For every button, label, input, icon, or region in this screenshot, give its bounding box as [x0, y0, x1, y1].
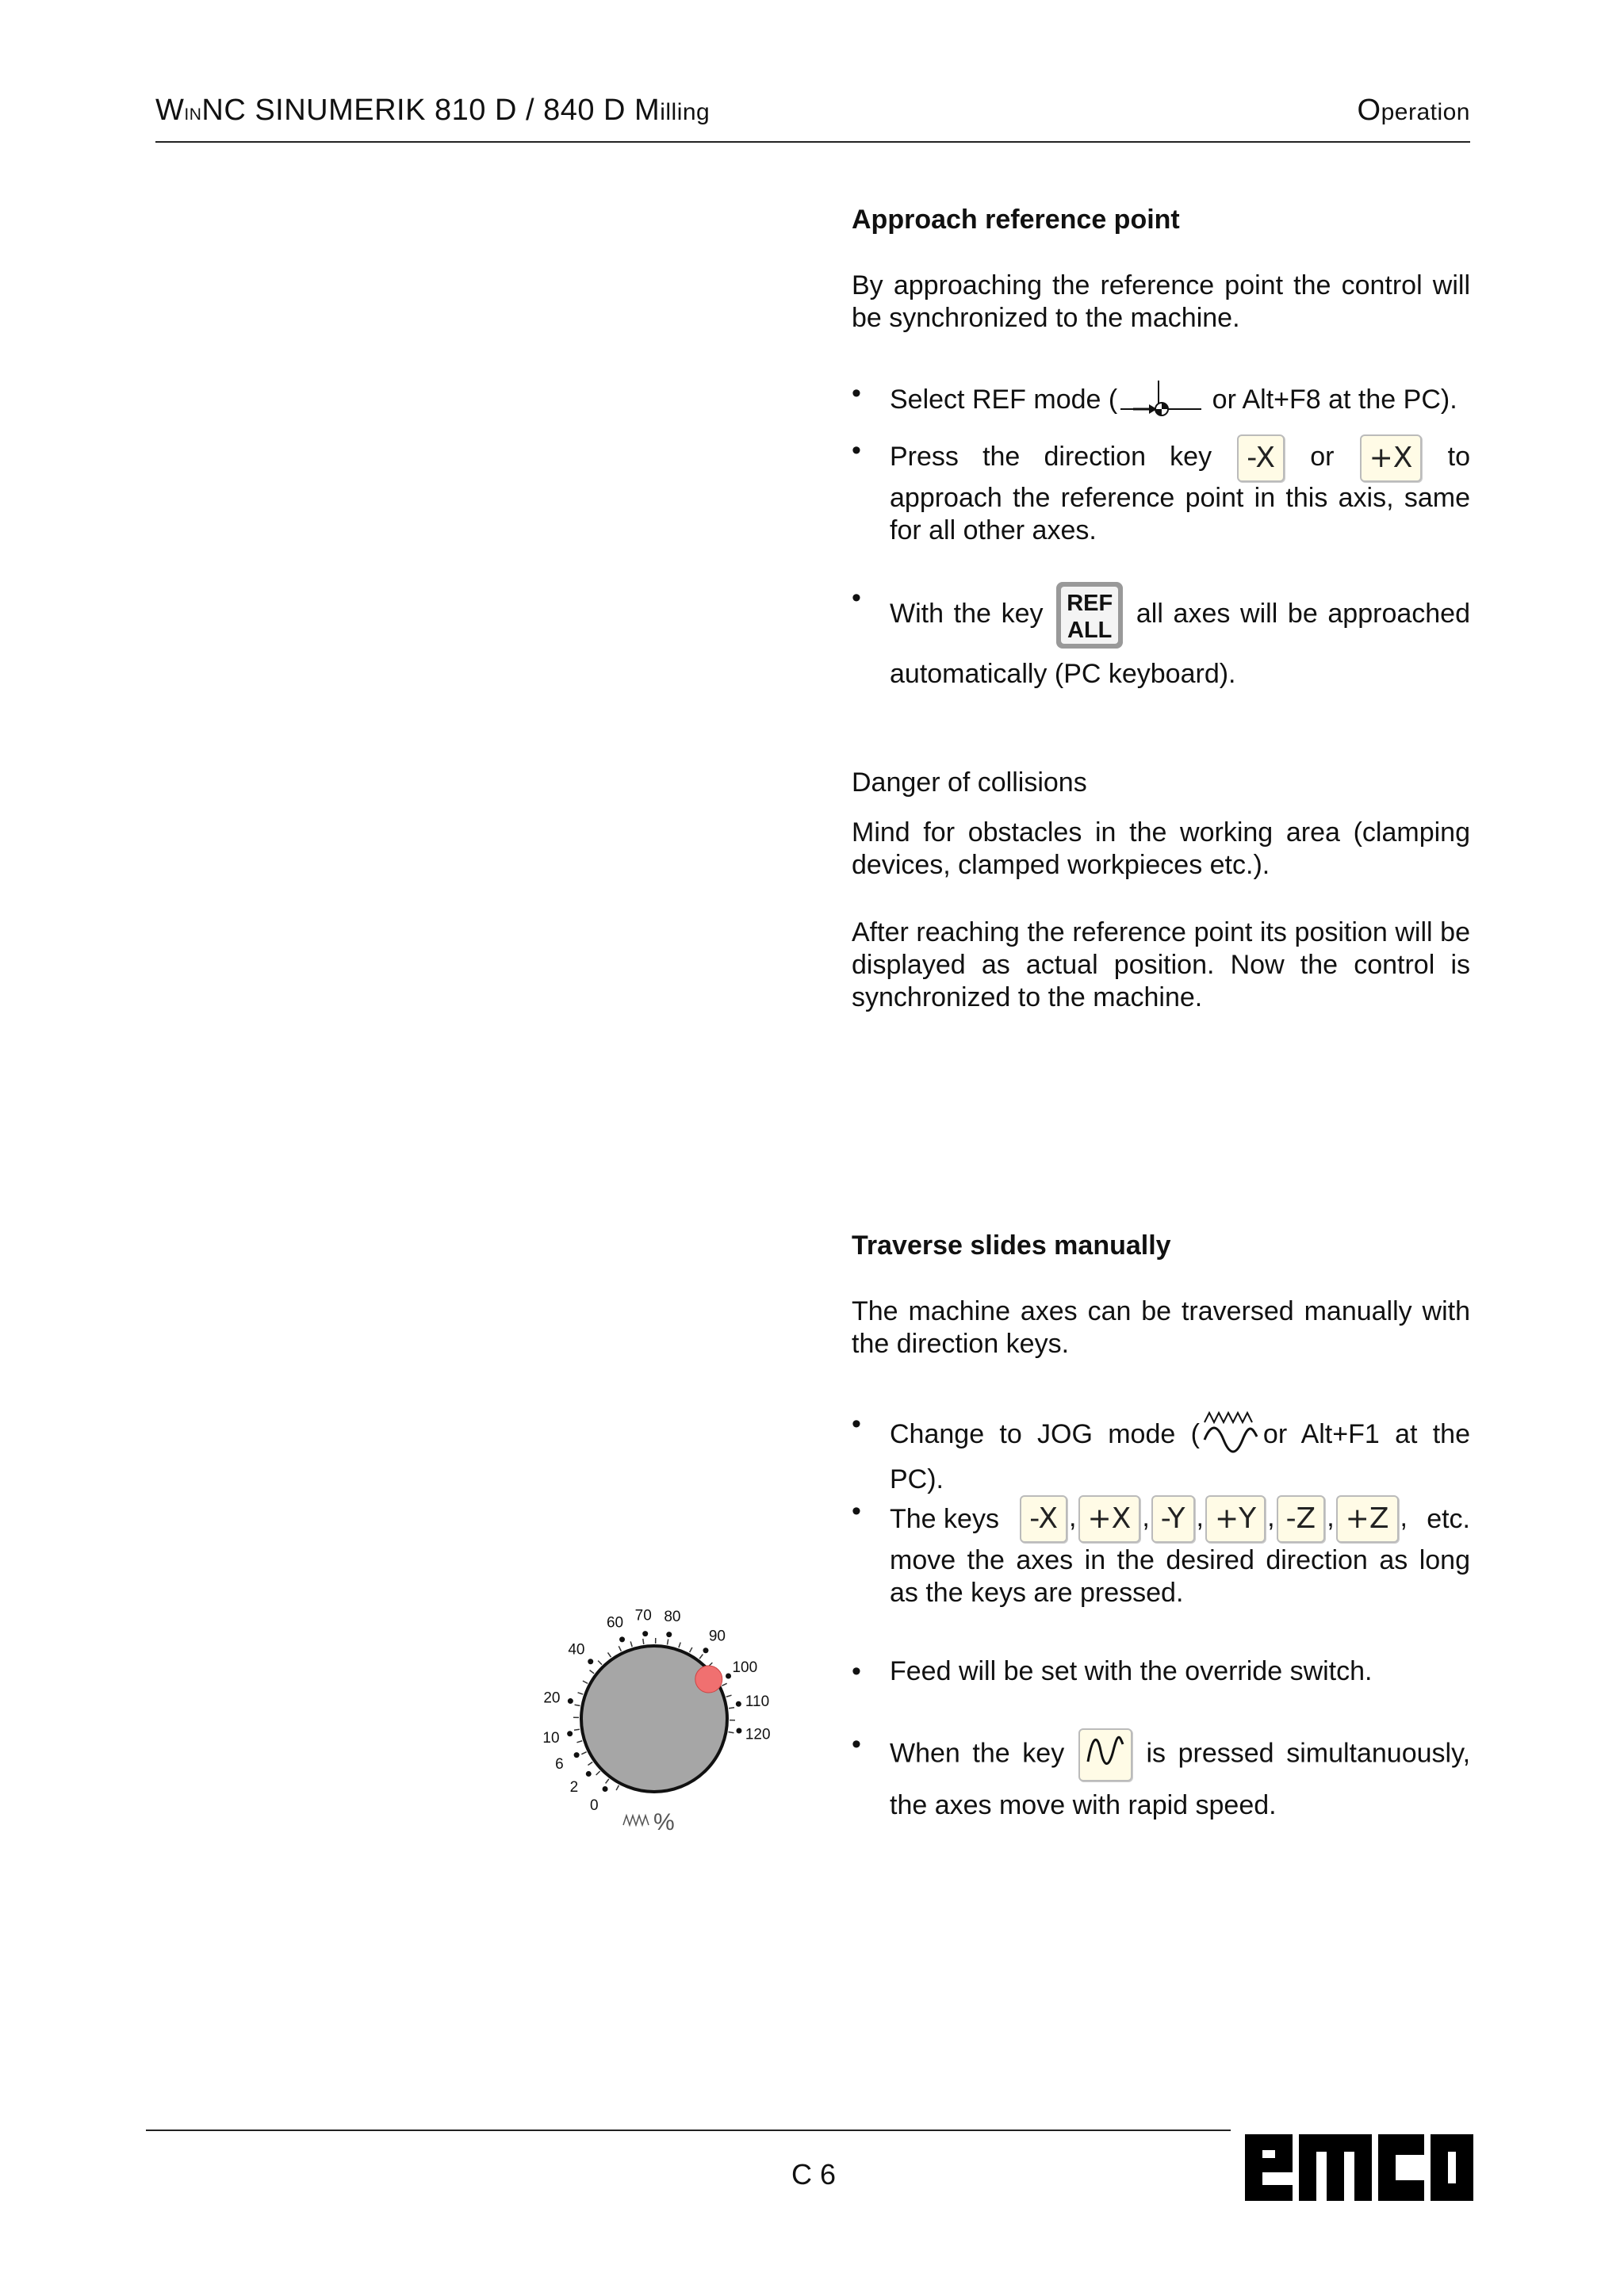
- dial-minor-tick: [667, 1640, 668, 1645]
- reference-intro: By approaching the reference point the control will be synchronized to the machine.: [852, 270, 1470, 333]
- dial-label: 60: [606, 1614, 624, 1632]
- dial-tick: [568, 1698, 573, 1704]
- dial-label: 2: [569, 1778, 579, 1796]
- page-number: C 6: [791, 2158, 837, 2191]
- dial-minor-tick: [619, 1646, 621, 1651]
- dial-tick: [586, 1771, 592, 1777]
- dial-minor-tick: [578, 1693, 584, 1694]
- dial-unit: %: [653, 1809, 675, 1835]
- dial-label: 6: [555, 1755, 564, 1773]
- dial-tick: [736, 1728, 741, 1734]
- feed-wave-icon: [623, 1816, 649, 1825]
- dial-minor-tick: [643, 1639, 644, 1644]
- dial-minor-tick: [574, 1729, 580, 1730]
- header-rule: [155, 141, 1470, 143]
- dial-minor-tick: [616, 1785, 619, 1790]
- section-title-reference: Approach reference point: [852, 205, 1180, 235]
- ref-all-key[interactable]: REF ALL: [1056, 582, 1123, 649]
- minus-z-key[interactable]: -Z: [1277, 1495, 1326, 1543]
- dial-label: 100: [732, 1659, 758, 1676]
- warning-title: Danger of collisions: [852, 767, 1087, 798]
- dial-minor-tick: [588, 1762, 592, 1765]
- ref-mode-icon: [1117, 377, 1205, 425]
- dial-label: 0: [589, 1797, 599, 1815]
- dial-minor-tick: [598, 1661, 602, 1665]
- plus-x-key[interactable]: +X: [1360, 434, 1423, 482]
- dial-label: 110: [745, 1693, 770, 1711]
- plus-y-key[interactable]: +Y: [1205, 1495, 1266, 1543]
- dial-label: 90: [708, 1628, 726, 1645]
- dial-minor-tick: [630, 1641, 632, 1647]
- dial-minor-tick: [576, 1741, 582, 1743]
- dial-minor-tick: [690, 1647, 692, 1652]
- traverse-intro: The machine axes can be traversed manually with the direction keys.: [852, 1296, 1470, 1359]
- dial-label: 10: [542, 1729, 560, 1747]
- dial-minor-tick: [699, 1655, 703, 1659]
- dial-tick: [574, 1752, 580, 1758]
- override-switch[interactable]: [523, 1601, 793, 1855]
- dial-tick: [642, 1631, 648, 1636]
- dial-minor-tick: [581, 1752, 586, 1755]
- header-section: Operation: [1357, 94, 1470, 127]
- dial-tick: [726, 1674, 731, 1679]
- dial-minor-tick: [726, 1695, 732, 1697]
- dial-tick: [703, 1647, 708, 1653]
- rapid-key[interactable]: [1078, 1728, 1132, 1781]
- emco-logo: [1245, 2126, 1473, 2206]
- rapid-wave-icon: [1085, 1733, 1126, 1768]
- dial-tick: [619, 1636, 625, 1642]
- dial-minor-tick: [596, 1771, 600, 1775]
- dial-minor-tick: [583, 1681, 588, 1683]
- dial-tick: [588, 1659, 593, 1664]
- dial-label: 20: [543, 1689, 561, 1707]
- dial-marker: [695, 1666, 722, 1693]
- dial-tick: [567, 1731, 573, 1736]
- footer-rule: [146, 2130, 1231, 2131]
- dial-label: 70: [634, 1607, 652, 1624]
- dial-minor-tick: [607, 1652, 611, 1657]
- dial-minor-tick: [590, 1670, 595, 1674]
- dial-minor-tick: [606, 1779, 609, 1784]
- jog-mode-icon: [1200, 1408, 1263, 1464]
- warning-text: Mind for obstacles in the working area (clamping devices, clamped workpieces etc.).: [852, 817, 1470, 880]
- header-title: WinNC SINUMERIK 810 D / 840 D Milling: [155, 94, 710, 127]
- minus-x-key[interactable]: -X: [1020, 1495, 1067, 1543]
- dial-tick: [603, 1786, 608, 1792]
- dial-minor-tick: [729, 1708, 734, 1709]
- dial-label: 40: [568, 1641, 585, 1659]
- plus-x-key[interactable]: +X: [1078, 1495, 1141, 1543]
- dial-minor-tick: [722, 1683, 726, 1686]
- minus-x-key[interactable]: -X: [1237, 434, 1285, 482]
- dial-tick: [666, 1632, 672, 1637]
- reference-result-text: After reaching the reference point its position will be displayed as actual position. Now the control is synchronized to the machine.: [852, 917, 1470, 1012]
- dial-minor-tick: [679, 1643, 680, 1648]
- dial-label: 80: [664, 1609, 681, 1626]
- dial-label: 120: [745, 1726, 771, 1743]
- dial-tick: [736, 1701, 741, 1707]
- section-title-traverse: Traverse slides manually: [852, 1230, 1171, 1261]
- minus-y-key[interactable]: -Y: [1151, 1495, 1195, 1543]
- plus-z-key[interactable]: +Z: [1336, 1495, 1399, 1543]
